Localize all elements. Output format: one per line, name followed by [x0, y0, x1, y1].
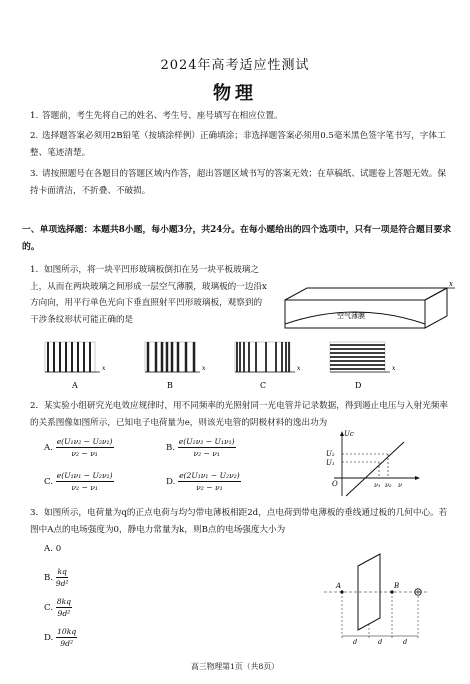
question-1-text: 1．如图所示，将一块平凹形玻璃板倒扣在另一块平板玻璃之上，从而在两块玻璃之间形成一层空气薄膜，玻璃板的一边沿x方向向，用平行单色光向下垂直照射平凹形玻璃板，观察到的干涉条纹形状可能正确的是: [30, 265, 267, 325]
note-1: 1. 答题前，考生先将自己的姓名、考生号、座号填写在相应位置。: [30, 111, 283, 121]
option-c-label: C: [260, 381, 267, 390]
svg-text:x: x: [297, 365, 301, 372]
section-heading: 一、单项选择题：本题共8小题，每小题3分，共24分。在每小题给出的四个选项中，只有一项是符合题目要求的。: [22, 225, 452, 252]
option-c-pattern: [235, 342, 301, 372]
q2-option-b: B. $\frac{\text{e(U₂ν₂ − U₁ν₁)}}{\text{ν₂ − ν₁}}$: [166, 437, 235, 458]
svg-text:O: O: [332, 480, 338, 488]
svg-text:ν₁: ν₁: [374, 481, 381, 489]
svg-text:x: x: [202, 365, 206, 372]
svg-text:d: d: [403, 638, 408, 646]
q1-glass-diagram: [275, 280, 455, 345]
q3-option-c: C. $\frac{8kq}{\text{9d²}}$: [44, 597, 72, 618]
question-2-text: 2．某实验小组研究光电效应规律时，用不同频率的光照射同一光电管并记录数据，得到遏止电压与入射光频率的关系图像如图所示，已知电子电荷量为e，则该光电管的阴极材料的逸出功为: [30, 401, 448, 428]
option-d-pattern: [330, 342, 396, 372]
q3-option-b: B. $\frac{kq}{\text{9d²}}$: [44, 567, 69, 588]
note-3: 3. 请按照题号在各题目的答题区域内作答，超出答题区域书写的答案无效；在草稿纸、试题卷上答题无效。保持卡面清洁，不折叠、不破损。: [30, 169, 446, 196]
option-b-label: B: [167, 381, 173, 390]
option-a-label: A: [72, 381, 78, 390]
svg-text:ν: ν: [398, 481, 402, 489]
note-2: 2. 选择题答案必须用2B铅笔（按填涂样例）正确填涂；非选择题答案必须用0.5毫米黑色签字笔书写，字体工整、笔迹清楚。: [30, 131, 446, 158]
air-film-label: 空气薄膜: [337, 312, 365, 320]
q2-option-a: A. $\frac{\text{e(U₁ν₂ − U₂ν₁)}}{\text{ν₂ − ν₁}}$: [44, 437, 113, 458]
subject-title: 物理: [213, 83, 257, 104]
svg-text:ν₂: ν₂: [385, 481, 392, 489]
q2-option-c: C. $\frac{\text{e(U₁ν₁ − U₂ν₂)}}{\text{ν₂ − ν₁}}$: [44, 471, 113, 492]
svg-text:Uc: Uc: [344, 430, 354, 438]
svg-text:B: B: [394, 582, 400, 590]
page-footer: 高三物理第1页（共8页）: [191, 662, 279, 671]
svg-text:x: x: [102, 365, 106, 372]
svg-text:d: d: [353, 638, 358, 646]
svg-text:A: A: [336, 582, 342, 590]
question-3-text: 3．如图所示，电荷量为q的正点电荷与均匀带电薄板相距2d，点电荷到带电薄板的垂线通过板的几何中心。若图中A点的电场强度为0，静电力常量为k，则B点的电场强度大小为: [30, 508, 448, 535]
option-d-label: D: [355, 381, 362, 390]
svg-text:U₂: U₂: [326, 450, 335, 458]
svg-text:d: d: [378, 638, 383, 646]
q2-option-d: D. $\frac{\text{e(2U₁ν₁ − U₂ν₂)}}{\text{ν₂ − ν₁}}$: [166, 471, 240, 492]
option-a-pattern: [45, 342, 106, 372]
exam-title: 2024年高考适应性测试: [160, 58, 310, 73]
q2-graph: [322, 428, 422, 500]
q1-options-patterns: [40, 340, 450, 392]
svg-text:U₁: U₁: [326, 459, 335, 467]
q3-diagram: [318, 548, 438, 646]
x-axis-label: x: [449, 280, 453, 288]
q3-option-d: D. $\frac{10kq}{\text{9d²}}$: [44, 627, 77, 648]
option-b-pattern: [145, 342, 206, 372]
q3-option-a: A. 0: [44, 544, 62, 554]
svg-text:x: x: [392, 365, 396, 372]
